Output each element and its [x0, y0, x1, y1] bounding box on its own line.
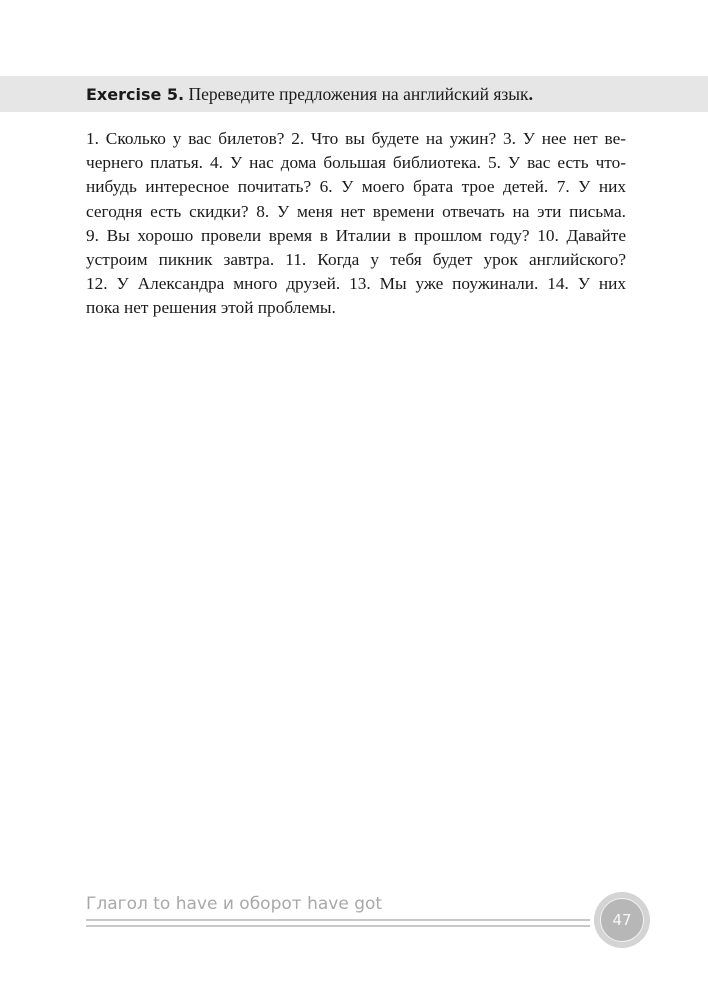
running-footer-title: Глагол to have и оборот have got — [86, 894, 383, 914]
text-line: пока нет решения этой проблемы. — [86, 298, 336, 318]
text-line: сегодня есть скидки? 8. У меня нет времени отвечать на эти письма. — [86, 201, 626, 221]
exercise-text — [86, 127, 626, 321]
text-line: 12. У Александра много друзей. 13. Мы уже поужинали. 14. У них — [86, 274, 626, 294]
exercise-header — [86, 83, 533, 106]
text-line: 9. Вы хорошо провели время в Италии в прошлом году? 10. Давайте — [86, 225, 626, 245]
exercise-instruction-end: . — [528, 84, 533, 104]
footer-rule — [86, 919, 590, 921]
page-number: 47 — [600, 898, 644, 942]
footer-rule — [86, 925, 590, 927]
text-line: чернего платья. 4. У нас дома большая библиотека. 5. У вас есть что- — [86, 153, 626, 173]
text-line: устроим пикник завтра. 11. Когда у тебя будет урок английского? — [86, 249, 626, 269]
exercise-instruction: Переведите предложения на английский язык — [188, 84, 529, 104]
text-line: нибудь интересное почитать? 6. У моего брата трое детей. 7. У них — [86, 177, 626, 197]
text-line: 1. Сколько у вас билетов? 2. Что вы будете на ужин? 3. У нее нет ве- — [86, 129, 626, 148]
exercise-label: Exercise 5. — [86, 85, 185, 104]
